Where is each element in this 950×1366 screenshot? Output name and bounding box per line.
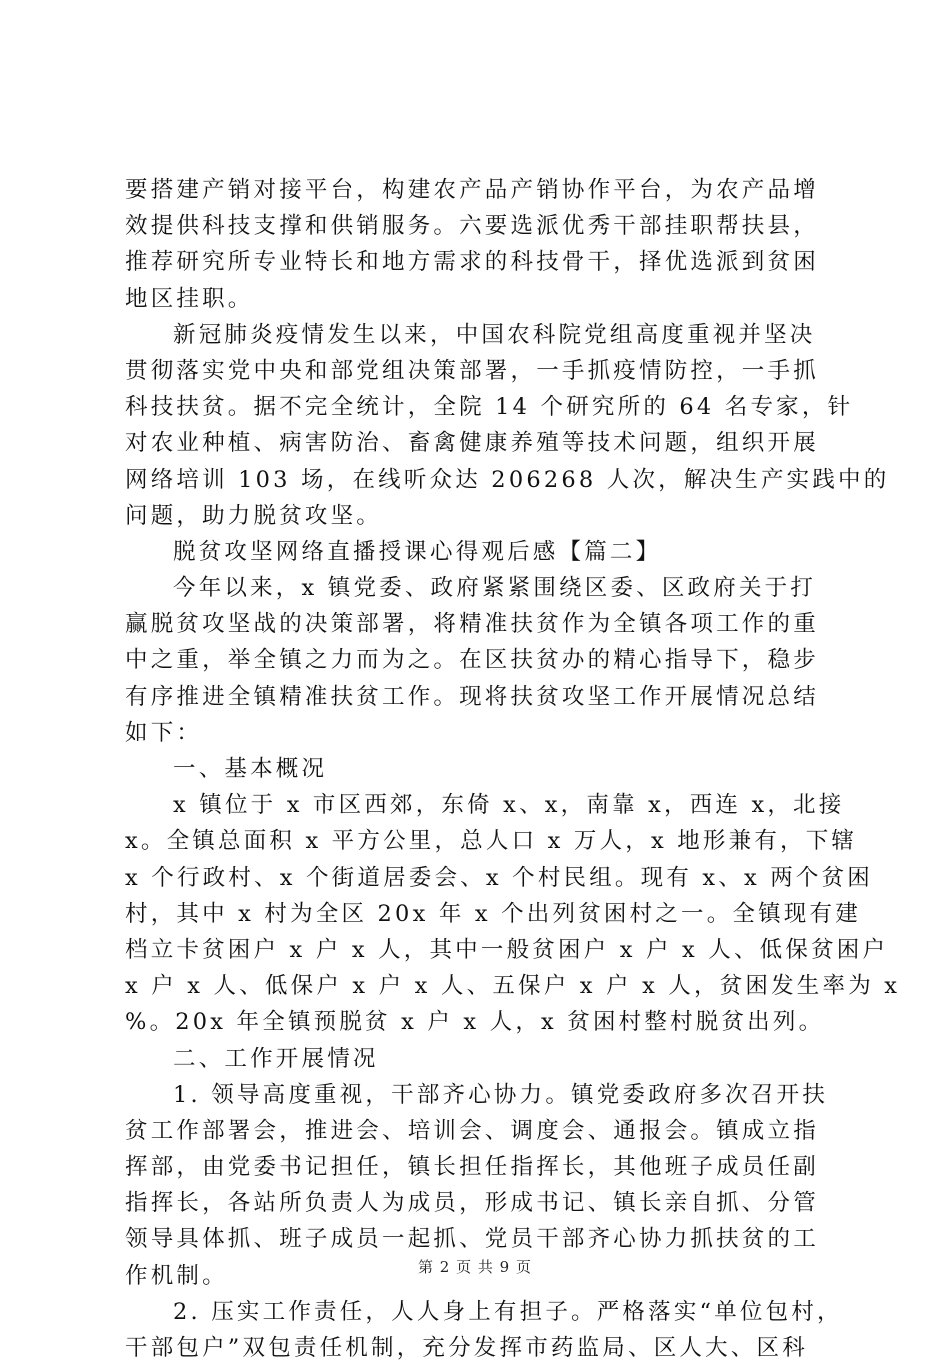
text-line: 如下： (125, 719, 203, 746)
text-line: x。全镇总面积 x 平方公里，总人口 x 万人，x 地形兼有，下辖 (125, 828, 858, 855)
text-line: %。20x 年全镇预脱贫 x 户 x 人，x 贫困村整村脱贫出列。 (125, 1009, 825, 1036)
document-body (125, 172, 901, 1366)
text-line: 效提供科技支撑和供销服务。六要选派优秀干部挂职帮扶县， (125, 213, 819, 240)
text-line: 干部包户”双包责任机制，充分发挥市药监局、区人大、区科 (125, 1335, 808, 1361)
text-line: 二、工作开展情况 (173, 1045, 379, 1072)
text-line: 赢脱贫攻坚战的决策部署，将精准扶贫作为全镇各项工作的重 (125, 611, 819, 638)
text-line: 作机制。 (125, 1262, 228, 1289)
text-line: 新冠肺炎疫情发生以来，中国农科院党组高度重视并坚决 (173, 321, 816, 348)
text-line: 网络培训 103 场，在线听众达 206268 人次，解决生产实践中的 (125, 466, 890, 493)
text-line: x 个行政村、x 个街道居委会、x 个村民组。现有 x、x 两个贫困 (125, 864, 874, 891)
text-line: 档立卡贫困户 x 户 x 人，其中一般贫困户 x 户 x 人、低保贫困户 (125, 936, 889, 963)
text-line: 中之重，举全镇之力而为之。在区扶贫办的精心指导下，稳步 (125, 647, 819, 674)
text-line: 要搭建产销对接平台，构建农产品产销协作平台，为农产品增 (125, 177, 819, 203)
text-line: 今年以来，x 镇党委、政府紧紧围绕区委、区政府关于打 (173, 575, 817, 602)
text-line: 问题，助力脱贫攻坚。 (125, 502, 383, 529)
text-line: 一、基本概况 (173, 756, 328, 782)
text-line: 地区挂职。 (125, 285, 254, 312)
text-line: 有序推进全镇精准扶贫工作。现将扶贫攻坚工作开展情况总结 (125, 683, 819, 710)
page-footer: 第 2 页 共 9 页 (418, 1258, 532, 1276)
text-line: 村，其中 x 村为全区 20x 年 x 个出列贫困村之一。全镇现有建 (125, 900, 861, 927)
text-line: 对农业种植、病害防治、畜禽健康养殖等技术问题，组织开展 (125, 430, 819, 457)
text-line: 贫工作部署会，推进会、培训会、调度会、通报会。镇成立指 (125, 1117, 819, 1144)
text-line: 1. 领导高度重视，干部齐心协力。镇党委政府多次召开扶 (173, 1081, 829, 1108)
text-line: x 镇位于 x 市区西郊，东倚 x、x，南靠 x，西连 x，北接 (173, 792, 845, 819)
text-line: 指挥长，各站所负责人为成员，形成书记、镇长亲自抓、分管 (125, 1190, 819, 1217)
text-line: 贯彻落实党中央和部党组决策部署，一手抓疫情防控，一手抓 (125, 357, 819, 384)
text-line: 科技扶贫。据不完全统计，全院 14 个研究所的 64 名专家，针 (125, 394, 854, 421)
text-line: x 户 x 人、低保户 x 户 x 人、五保户 x 户 x 人，贫困发生率为 x (125, 973, 901, 1000)
text-line: 推荐研究所专业特长和地方需求的科技骨干，择优选派到贫困 (125, 249, 819, 276)
text-line: 2. 压实工作责任，人人身上有担子。严格落实“单位包村， (173, 1298, 843, 1325)
text-line: 脱贫攻坚网络直播授课心得观后感【篇二】 (173, 538, 662, 565)
text-line: 领导具体抓、班子成员一起抓、党员干部齐心协力抓扶贫的工 (125, 1226, 819, 1253)
text-line: 挥部，由党委书记担任，镇长担任指挥长，其他班子成员任副 (125, 1154, 819, 1181)
